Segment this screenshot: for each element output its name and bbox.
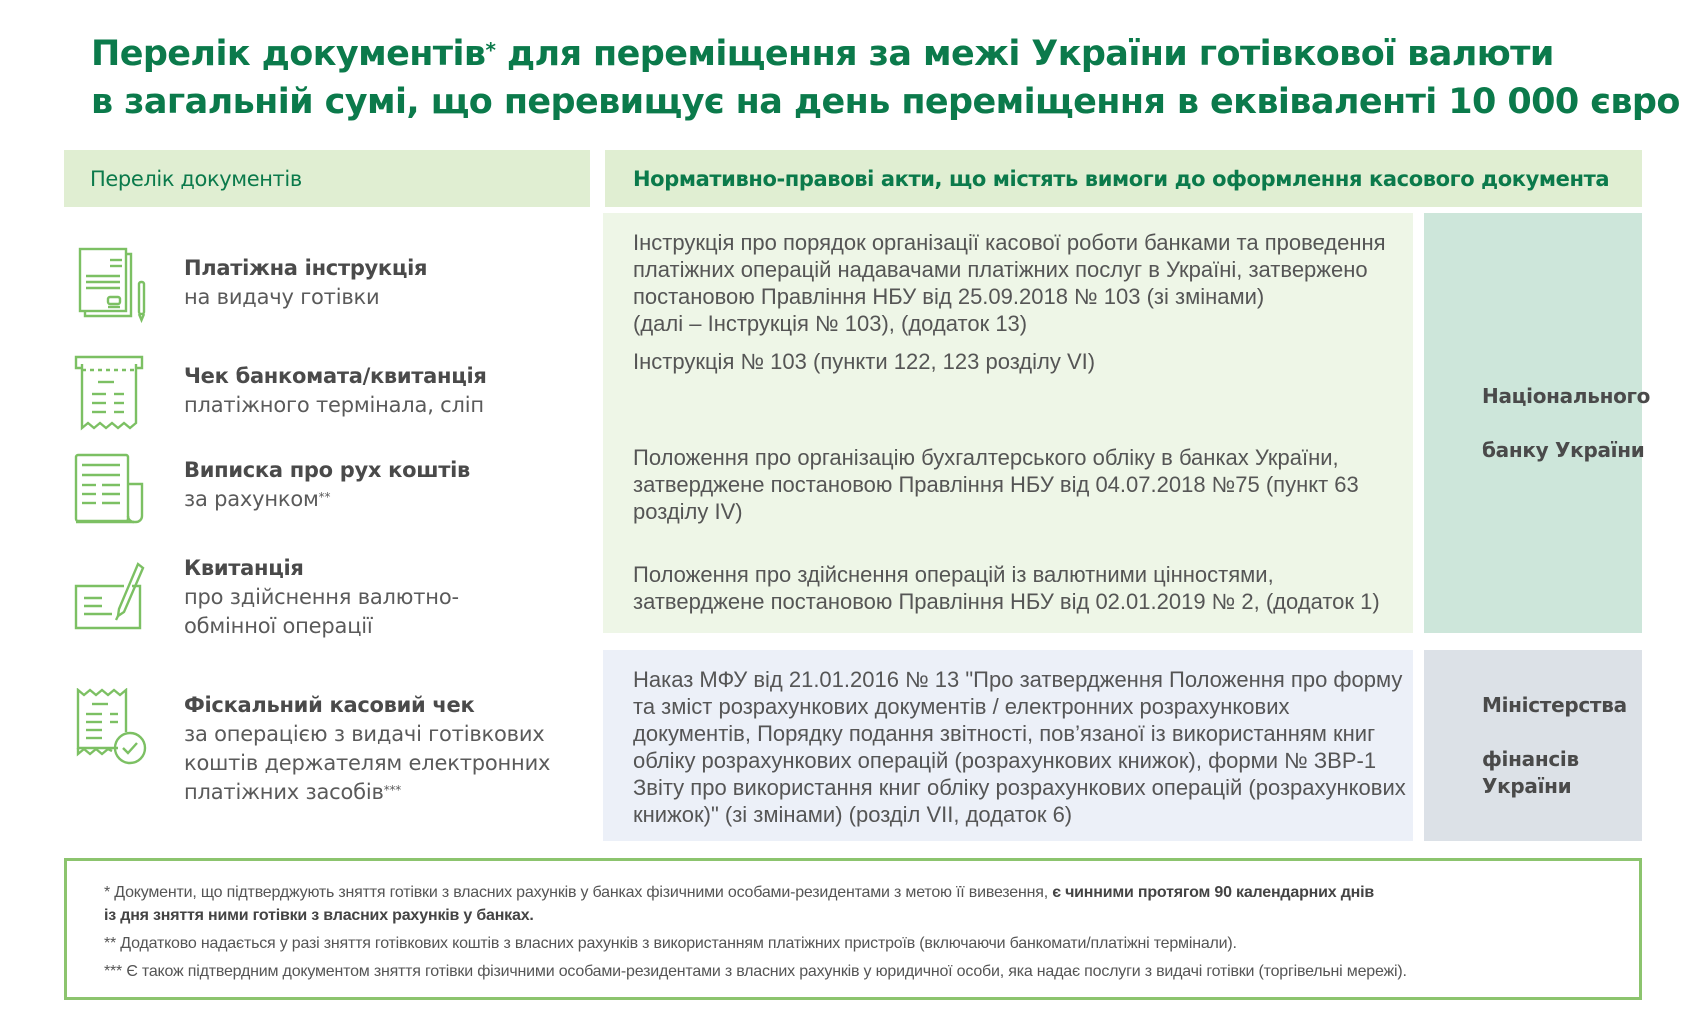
page-title — [91, 30, 1680, 126]
account-statement-icon — [72, 452, 152, 532]
document-name: Фіскальний касовий чек — [184, 693, 475, 717]
authority-label-line: фінансів України — [1482, 746, 1579, 798]
document-text — [184, 254, 604, 312]
document-description: про здійснення валютно- — [184, 585, 459, 609]
document-description — [184, 778, 604, 807]
act-accounting-regulation: Положення про організацію бухгалтерського обліку в банках України, затверджене постановою Правління НБУ від 04.07.2018 №75 (пункт 63 розділу IV) — [633, 445, 1359, 524]
authority-label — [1424, 692, 1642, 800]
act-text: Інструкція про порядок організації касової роботи банками та проведення платіжних операцій надавачами платіжних послуг в Україні, затвержено постановою Правління НБУ від 25.09.2018 № 103 (зі змінами) — [633, 230, 1386, 309]
authority-nbu — [1424, 213, 1651, 633]
fiscal-check-icon — [72, 688, 152, 768]
payment-instruction-icon — [72, 245, 152, 325]
document-description: обмінної операції — [184, 614, 373, 638]
document-text — [184, 554, 604, 641]
title-text: для переміщення за межі України готівкової валюти — [495, 34, 1554, 74]
authority-mfu — [1424, 650, 1642, 841]
title-text: Перелік документів — [91, 34, 486, 74]
description-text: платіжних засобів — [184, 780, 384, 804]
footnote-3: *** Є також підтвердним документом зняття готівки фізичними особами-резидентами з власних рахунків у юридичної особи, яка надає послуги з видачі готівки (торгівельні мережі). — [104, 963, 1407, 980]
atm-receipt-icon — [72, 352, 152, 432]
document-description: за операцією з видачі готівкових — [184, 722, 545, 746]
act-instruction-103-points: Інструкція № 103 (пункти 122, 123 розділу VI) — [633, 349, 1096, 374]
document-description: на видачу готівки — [184, 285, 380, 309]
authority-label-line: банку України — [1482, 437, 1645, 462]
authority-label-line: Національного — [1482, 383, 1651, 408]
act-currency-operations-regulation: Положення про здійснення операцій із валютними цінностями, затверджене постановою Правління НБУ від 02.01.2019 № 2, (додаток 1) — [633, 562, 1380, 614]
mfu-acts-box — [603, 650, 1413, 841]
footnote-1 — [104, 881, 1609, 927]
document-text — [184, 362, 604, 420]
footnote-mark: ** — [318, 490, 331, 504]
footnote-emphasis: є чинними протягом 90 календарних днів — [1052, 884, 1375, 901]
act-text: (далі – Інструкція № 103), (додаток 13) — [633, 311, 1028, 336]
title-line-1 — [91, 30, 1671, 78]
footnote-text: * Документи, що підтверджують зняття готівки з власних рахунків у банках фізичними особами-резидентами з метою її вивезення, — [104, 884, 1053, 901]
footnote-2: ** Додатково надається у разі зняття готівкових коштів з власних рахунків з використанням платіжних пристроїв (включаючи банкомати/платіжні термінали). — [104, 935, 1237, 952]
act-mfu-order-13: Наказ МФУ від 21.01.2016 № 13 "Про затвердження Положення про форму та зміст розрахункових документів / електронних розрахункових документів, Порядку подання звітності, пов’язаної із використанням книг обліку розрахункових операцій (розрахункових книжок), форми № ЗВР-1 Звіту про використання книг обліку розрахункових операцій (розрахункових книжок)" (зі змінами) (розділ VII, додаток 6) — [633, 667, 1406, 827]
footnotes-box — [64, 858, 1642, 1000]
document-name: Квитанція — [184, 556, 304, 580]
document-description: платіжного термінала, сліп — [184, 393, 484, 417]
footnote-mark: *** — [383, 783, 402, 797]
act-instruction-103 — [633, 229, 1403, 337]
document-description — [184, 485, 604, 514]
exchange-receipt-icon — [72, 560, 152, 640]
document-name: Чек банкомата/квитанція — [184, 364, 487, 388]
document-name: Платіжна інструкція — [184, 256, 428, 280]
authority-label-line: Міністерства — [1482, 692, 1627, 717]
document-name: Виписка про рух коштів — [184, 458, 471, 482]
document-text — [184, 456, 604, 514]
title-footnote-mark: * — [485, 38, 496, 62]
acts-column-header: Нормативно-правові акти, що містять вимоги до оформлення касового документа — [605, 150, 1642, 207]
description-text: за рахунком — [184, 487, 319, 511]
documents-column-header: Перелік документів — [64, 150, 590, 207]
footnote-emphasis: із дня зняття ними готівки з власних рахунків у банках. — [104, 907, 534, 924]
nbu-acts-box — [603, 213, 1413, 633]
document-description: коштів держателям електронних — [184, 751, 551, 775]
document-text — [184, 691, 604, 807]
title-line-2: в загальній сумі, що перевищує на день переміщення в еквіваленті 10 000 євро — [91, 82, 1680, 122]
authority-label — [1424, 383, 1650, 464]
